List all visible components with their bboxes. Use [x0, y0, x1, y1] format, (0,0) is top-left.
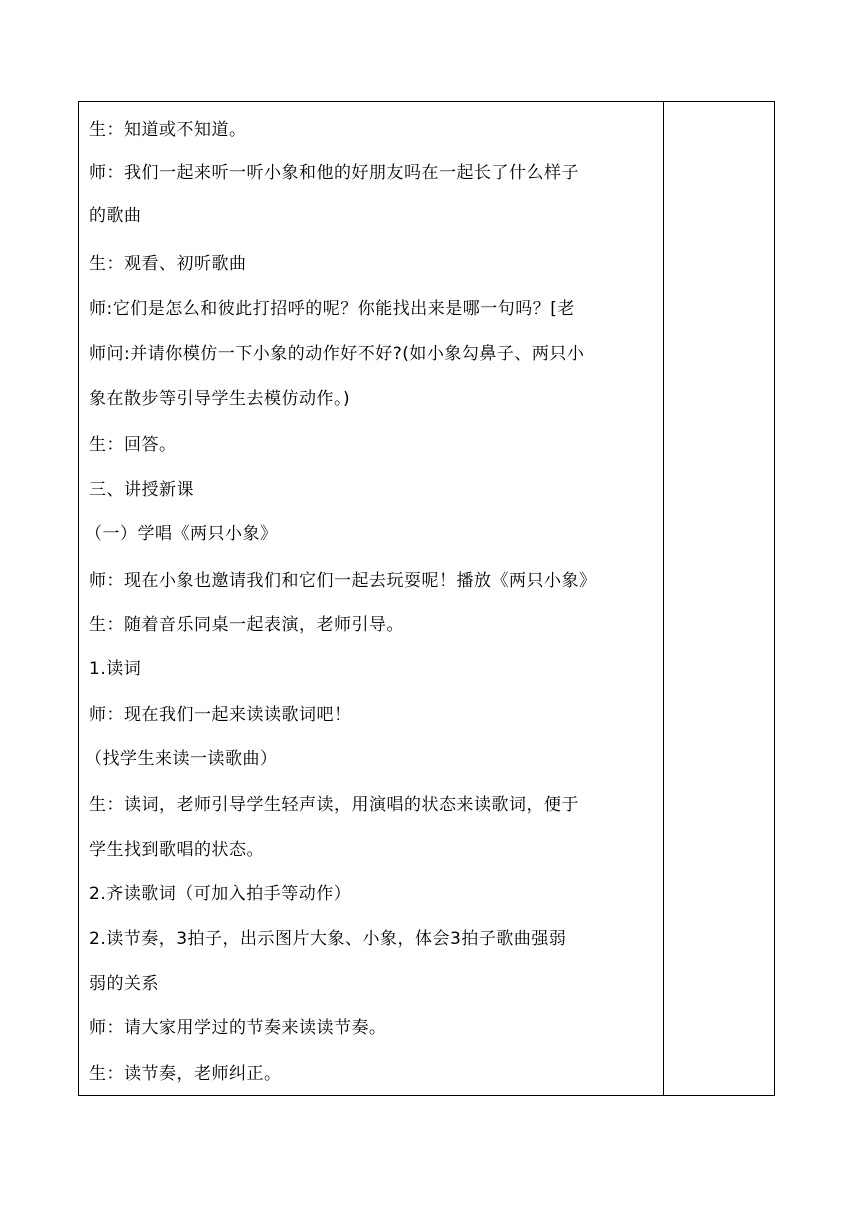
text-line: 师：现在我们一起来读读歌词吧！	[89, 705, 352, 725]
text-line: 生：读词，老师引导学生轻声读，用演唱的状态来读歌词，便于	[89, 795, 579, 815]
text-line: 1.读词	[89, 659, 142, 679]
section-heading: 三、讲授新课	[89, 480, 194, 500]
text-line: 弱的关系	[89, 974, 159, 994]
text-line: 师：现在小象也邀请我们和它们一起去玩耍呢！播放《两只小象》	[89, 571, 597, 591]
text-line: 生：随着音乐同桌一起表演，老师引导。	[89, 615, 404, 635]
text-line: 师：请大家用学过的节奏来读读节奏。	[89, 1018, 387, 1038]
lesson-table	[78, 101, 775, 1096]
text-line: 的歌曲	[89, 206, 142, 226]
text-line: （找学生来读一读歌曲）	[85, 749, 278, 769]
text-line: 师问:并请你模仿一下小象的动作好不好?(如小象勾鼻子、两只小	[89, 344, 585, 364]
text-line: 生：知道或不知道。	[89, 120, 247, 140]
text-line: 象在散步等引导学生去模仿动作。)	[89, 389, 351, 409]
lesson-content-cell	[79, 102, 663, 1095]
text-line: 师:它们是怎么和彼此打招呼的呢？你能找出来是哪一句吗？[老	[89, 299, 575, 319]
text-line: 师：我们一起来听一听小象和他的好朋友吗在一起长了什么样子	[89, 163, 579, 183]
text-line: 生：观看、初听歌曲	[89, 254, 247, 274]
text-line: 生：回答。	[89, 435, 177, 455]
remarks-cell	[664, 102, 774, 1095]
subsection-heading: （一）学唱《两只小象》	[85, 524, 278, 544]
text-line: 生：读节奏，老师纠正。	[89, 1064, 282, 1084]
text-line: 学生找到歌唱的状态。	[89, 840, 264, 860]
text-line: 2.读节奏，3拍子，出示图片大象、小象，体会3拍子歌曲强弱	[89, 929, 567, 949]
text-line: 2.齐读歌词（可加入拍手等动作）	[89, 884, 352, 904]
